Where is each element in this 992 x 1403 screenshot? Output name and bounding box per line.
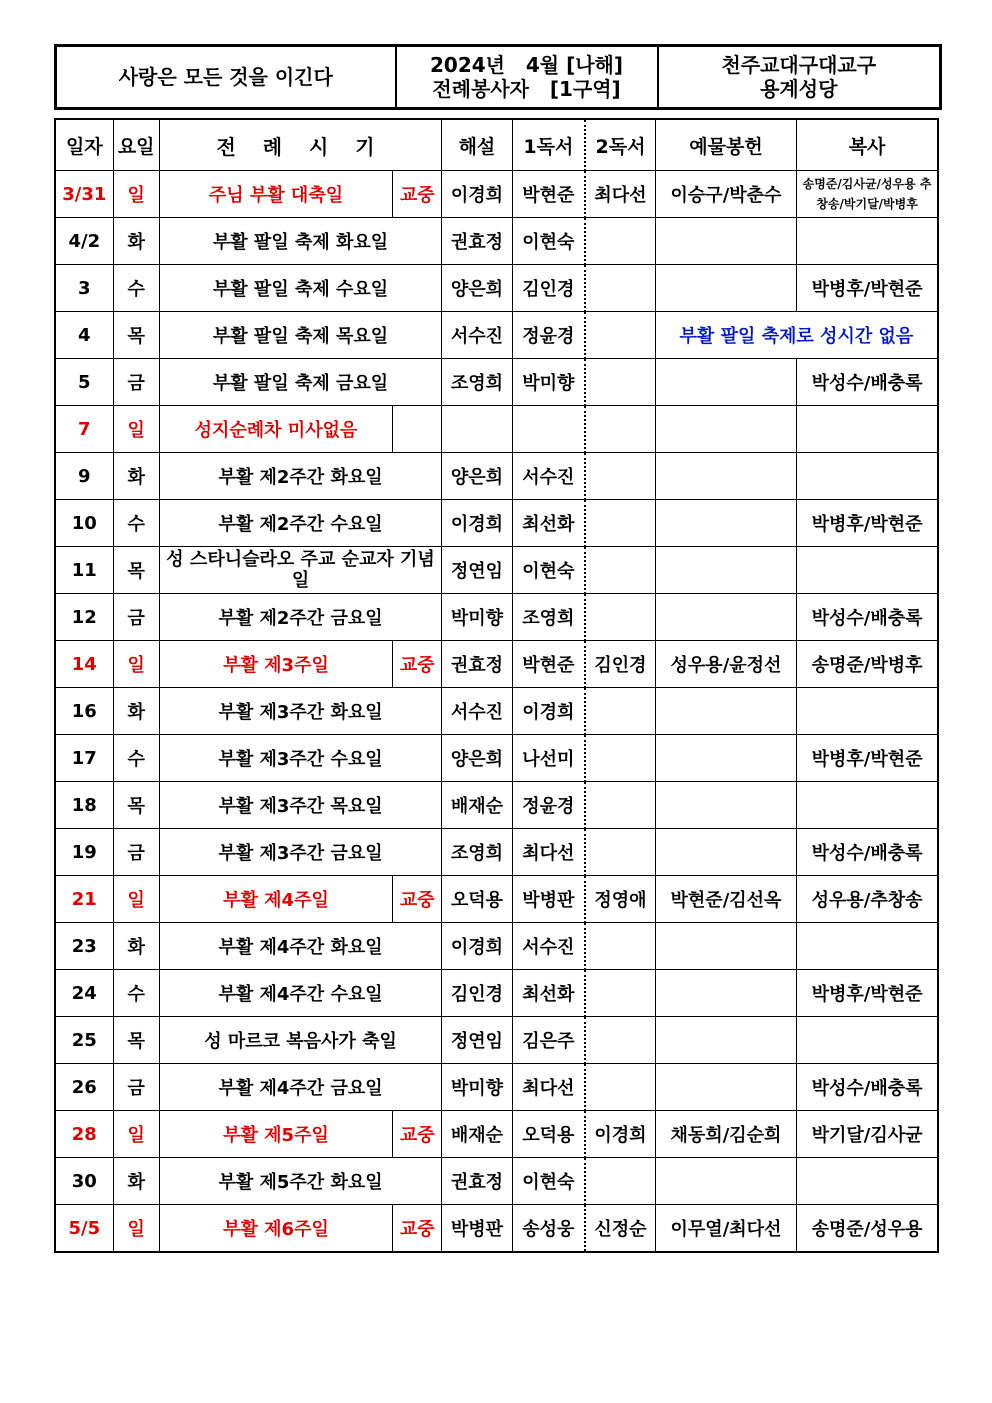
server-cell [797, 923, 938, 970]
col-server: 복사 [797, 119, 938, 171]
commentary-cell: 조영희 [442, 359, 512, 406]
day-cell: 수 [113, 265, 159, 312]
table-row [55, 453, 938, 500]
server-cell: 송명준/김사균/성우용 추창송/박기달/박병후 [797, 171, 938, 218]
reader2-cell [585, 688, 655, 735]
table-row [55, 265, 938, 312]
reader1-cell: 김은주 [512, 1017, 585, 1064]
mass-tag-cell: 교중 [393, 171, 442, 218]
commentary-cell: 이경희 [442, 923, 512, 970]
reader1-cell: 최선화 [512, 500, 585, 547]
commentary-cell: 정연임 [442, 547, 512, 594]
reader2-cell [585, 500, 655, 547]
day-cell: 목 [113, 782, 159, 829]
server-cell: 박성수/배충록 [797, 829, 938, 876]
offering-cell [655, 688, 796, 735]
date-cell: 4/2 [55, 218, 113, 265]
server-cell: 박성수/배충록 [797, 359, 938, 406]
day-cell: 일 [113, 876, 159, 923]
reader1-cell: 오덕용 [512, 1111, 585, 1158]
reader1-cell: 박현준 [512, 641, 585, 688]
table-row [55, 970, 938, 1017]
reader2-cell: 김인경 [585, 641, 655, 688]
liturgy-cell: 성 마르코 복음사가 축일 [159, 1017, 442, 1064]
reader2-cell [585, 453, 655, 500]
reader2-cell [585, 735, 655, 782]
date-cell: 18 [55, 782, 113, 829]
reader1-cell: 최다선 [512, 829, 585, 876]
offering-cell: 이무열/최다선 [655, 1205, 796, 1253]
offering-cell [655, 218, 796, 265]
offering-cell [655, 547, 796, 594]
server-cell [797, 688, 938, 735]
commentary-cell: 서수진 [442, 688, 512, 735]
col-reader1: 1독서 [512, 119, 585, 171]
commentary-cell: 조영희 [442, 829, 512, 876]
date-cell: 4 [55, 312, 113, 359]
date-cell: 16 [55, 688, 113, 735]
date-cell: 23 [55, 923, 113, 970]
liturgy-cell: 부활 제4주간 화요일 [159, 923, 442, 970]
date-cell: 9 [55, 453, 113, 500]
table-row [55, 735, 938, 782]
server-cell [797, 406, 938, 453]
server-cell: 성우용/추창송 [797, 876, 938, 923]
parish-line2: 용계성당 [760, 77, 838, 101]
server-cell: 박병후/박현준 [797, 500, 938, 547]
table-row [55, 359, 938, 406]
liturgy-cell: 성지순례차 미사없음 [159, 406, 393, 453]
date-cell: 3 [55, 265, 113, 312]
day-cell: 금 [113, 594, 159, 641]
liturgy-cell: 부활 제2주간 화요일 [159, 453, 442, 500]
commentary-cell: 권효정 [442, 1158, 512, 1205]
reader2-cell [585, 970, 655, 1017]
liturgy-cell: 부활 팔일 축제 금요일 [159, 359, 442, 406]
reader2-cell: 정영애 [585, 876, 655, 923]
day-cell: 일 [113, 406, 159, 453]
reader2-cell [585, 406, 655, 453]
table-row [55, 218, 938, 265]
reader1-cell: 이현숙 [512, 218, 585, 265]
liturgy-cell: 성 스타니슬라오 주교 순교자 기념일 [159, 547, 442, 594]
col-day: 요일 [113, 119, 159, 171]
reader1-cell [512, 406, 585, 453]
reader2-cell [585, 547, 655, 594]
reader1-cell: 정윤경 [512, 782, 585, 829]
date-cell: 12 [55, 594, 113, 641]
date-cell: 17 [55, 735, 113, 782]
day-cell: 금 [113, 359, 159, 406]
reader2-cell [585, 359, 655, 406]
reader1-cell: 서수진 [512, 923, 585, 970]
reader1-cell: 서수진 [512, 453, 585, 500]
offering-cell [655, 970, 796, 1017]
liturgy-cell: 부활 제2주간 수요일 [159, 500, 442, 547]
reader2-cell [585, 923, 655, 970]
server-cell [797, 782, 938, 829]
day-cell: 목 [113, 312, 159, 359]
offering-cell [655, 735, 796, 782]
mass-tag-cell: 교중 [393, 1111, 442, 1158]
offering-cell [655, 923, 796, 970]
table-row [55, 1111, 938, 1158]
liturgy-cell: 부활 팔일 축제 화요일 [159, 218, 442, 265]
day-cell: 목 [113, 547, 159, 594]
date-cell: 28 [55, 1111, 113, 1158]
day-cell: 일 [113, 171, 159, 218]
header-table [54, 44, 942, 110]
reader2-cell: 최다선 [585, 171, 655, 218]
commentary-cell: 박미향 [442, 1064, 512, 1111]
liturgy-cell: 부활 제3주일 [159, 641, 393, 688]
offering-cell [655, 1064, 796, 1111]
day-cell: 금 [113, 829, 159, 876]
liturgy-cell: 부활 제4주간 수요일 [159, 970, 442, 1017]
server-cell [797, 453, 938, 500]
reader1-cell: 이현숙 [512, 1158, 585, 1205]
server-cell: 박성수/배충록 [797, 1064, 938, 1111]
day-cell: 일 [113, 641, 159, 688]
table-row [55, 876, 938, 923]
commentary-cell: 오덕용 [442, 876, 512, 923]
column-header-row [55, 119, 938, 171]
day-cell: 금 [113, 1064, 159, 1111]
mass-tag-cell [393, 406, 442, 453]
offering-cell [655, 594, 796, 641]
commentary-cell: 권효정 [442, 641, 512, 688]
server-cell: 박기달/김사균 [797, 1111, 938, 1158]
liturgy-cell: 부활 팔일 축제 수요일 [159, 265, 442, 312]
day-cell: 화 [113, 688, 159, 735]
date-cell: 5/5 [55, 1205, 113, 1253]
liturgy-cell: 부활 제3주간 목요일 [159, 782, 442, 829]
commentary-cell: 배재순 [442, 1111, 512, 1158]
no-holy-hour-note: 부활 팔일 축제로 성시간 없음 [655, 312, 938, 359]
server-cell: 박병후/박현준 [797, 265, 938, 312]
liturgy-cell: 주님 부활 대축일 [159, 171, 393, 218]
day-cell: 일 [113, 1111, 159, 1158]
day-cell: 화 [113, 453, 159, 500]
server-cell [797, 1158, 938, 1205]
mass-tag-cell: 교중 [393, 641, 442, 688]
reader2-cell [585, 265, 655, 312]
liturgy-cell: 부활 제2주간 금요일 [159, 594, 442, 641]
offering-cell [655, 453, 796, 500]
reader1-cell: 나선미 [512, 735, 585, 782]
table-row [55, 923, 938, 970]
server-cell: 송명준/성우용 [797, 1205, 938, 1253]
offering-cell [655, 1017, 796, 1064]
liturgy-cell: 부활 제5주일 [159, 1111, 393, 1158]
date-cell: 24 [55, 970, 113, 1017]
mass-tag-cell: 교중 [393, 1205, 442, 1253]
table-row [55, 171, 938, 218]
day-cell: 일 [113, 1205, 159, 1253]
mass-tag-cell: 교중 [393, 876, 442, 923]
date-cell: 10 [55, 500, 113, 547]
date-cell: 26 [55, 1064, 113, 1111]
parish-name [658, 46, 941, 109]
offering-cell [655, 782, 796, 829]
schedule-title-line1: 2024년 4월 [나해] [430, 53, 623, 77]
day-cell: 목 [113, 1017, 159, 1064]
commentary-cell: 양은희 [442, 453, 512, 500]
liturgy-cell: 부활 제6주일 [159, 1205, 393, 1253]
commentary-cell: 김인경 [442, 970, 512, 1017]
offering-cell [655, 265, 796, 312]
table-row [55, 641, 938, 688]
day-cell: 수 [113, 500, 159, 547]
reader2-cell [585, 782, 655, 829]
table-row [55, 1158, 938, 1205]
day-cell: 화 [113, 923, 159, 970]
offering-cell [655, 500, 796, 547]
commentary-cell: 박병판 [442, 1205, 512, 1253]
reader2-cell [585, 218, 655, 265]
reader1-cell: 조영희 [512, 594, 585, 641]
liturgy-cell: 부활 제3주간 화요일 [159, 688, 442, 735]
table-row [55, 547, 938, 594]
reader1-cell: 정윤경 [512, 312, 585, 359]
reader2-cell [585, 1064, 655, 1111]
day-cell: 수 [113, 735, 159, 782]
commentary-cell: 박미향 [442, 594, 512, 641]
offering-cell [655, 359, 796, 406]
reader2-cell [585, 594, 655, 641]
table-row [55, 1205, 938, 1253]
col-date: 일자 [55, 119, 113, 171]
liturgy-cell: 부활 제5주간 화요일 [159, 1158, 442, 1205]
reader2-cell [585, 1158, 655, 1205]
motto: 사랑은 모든 것을 이긴다 [56, 46, 396, 109]
offering-cell: 이승구/박춘수 [655, 171, 796, 218]
reader2-cell [585, 829, 655, 876]
server-cell: 박병후/박현준 [797, 735, 938, 782]
schedule-table [54, 118, 939, 1253]
reader2-cell [585, 1017, 655, 1064]
reader1-cell: 최다선 [512, 1064, 585, 1111]
reader1-cell: 이현숙 [512, 547, 585, 594]
offering-cell [655, 829, 796, 876]
commentary-cell [442, 406, 512, 453]
liturgy-cell: 부활 제4주간 금요일 [159, 1064, 442, 1111]
commentary-cell: 정연임 [442, 1017, 512, 1064]
liturgy-cell: 부활 제3주간 금요일 [159, 829, 442, 876]
offering-cell: 성우용/윤정선 [655, 641, 796, 688]
day-cell: 화 [113, 218, 159, 265]
reader2-cell: 이경희 [585, 1111, 655, 1158]
table-row [55, 406, 938, 453]
parish-line1: 천주교대구대교구 [721, 53, 877, 77]
col-reader2: 2독서 [585, 119, 655, 171]
offering-cell: 박현준/김선옥 [655, 876, 796, 923]
reader1-cell: 이경희 [512, 688, 585, 735]
server-cell [797, 547, 938, 594]
commentary-cell: 양은희 [442, 265, 512, 312]
server-cell [797, 218, 938, 265]
date-cell: 5 [55, 359, 113, 406]
offering-cell: 채동희/김순희 [655, 1111, 796, 1158]
offering-cell [655, 406, 796, 453]
table-row [55, 1017, 938, 1064]
commentary-cell: 권효정 [442, 218, 512, 265]
liturgy-cell: 부활 제3주간 수요일 [159, 735, 442, 782]
date-cell: 3/31 [55, 171, 113, 218]
liturgy-cell: 부활 제4주일 [159, 876, 393, 923]
reader1-cell: 최선화 [512, 970, 585, 1017]
date-cell: 11 [55, 547, 113, 594]
schedule-title-line2: 전례봉사자 [1구역] [432, 77, 621, 101]
date-cell: 19 [55, 829, 113, 876]
commentary-cell: 양은희 [442, 735, 512, 782]
server-cell: 박병후/박현준 [797, 970, 938, 1017]
reader1-cell: 박미향 [512, 359, 585, 406]
commentary-cell: 이경희 [442, 171, 512, 218]
table-row [55, 500, 938, 547]
table-row [55, 829, 938, 876]
server-cell [797, 1017, 938, 1064]
table-row [55, 782, 938, 829]
date-cell: 14 [55, 641, 113, 688]
date-cell: 30 [55, 1158, 113, 1205]
col-commentary: 해설 [442, 119, 512, 171]
day-cell: 수 [113, 970, 159, 1017]
date-cell: 25 [55, 1017, 113, 1064]
reader1-cell: 박병판 [512, 876, 585, 923]
server-cell: 박성수/배충록 [797, 594, 938, 641]
table-row [55, 688, 938, 735]
date-cell: 21 [55, 876, 113, 923]
col-liturgy: 전 례 시 기 [159, 119, 442, 171]
date-cell: 7 [55, 406, 113, 453]
schedule-title [396, 46, 658, 109]
day-cell: 화 [113, 1158, 159, 1205]
reader1-cell: 박현준 [512, 171, 585, 218]
reader1-cell: 김인경 [512, 265, 585, 312]
commentary-cell: 이경희 [442, 500, 512, 547]
col-offering: 예물봉헌 [655, 119, 796, 171]
table-row [55, 1064, 938, 1111]
commentary-cell: 배재순 [442, 782, 512, 829]
reader2-cell [585, 312, 655, 359]
server-cell: 송명준/박병후 [797, 641, 938, 688]
commentary-cell: 서수진 [442, 312, 512, 359]
reader2-cell: 신정순 [585, 1205, 655, 1253]
reader1-cell: 송성웅 [512, 1205, 585, 1253]
table-row [55, 594, 938, 641]
liturgy-cell: 부활 팔일 축제 목요일 [159, 312, 442, 359]
offering-cell [655, 1158, 796, 1205]
table-row [55, 312, 938, 359]
